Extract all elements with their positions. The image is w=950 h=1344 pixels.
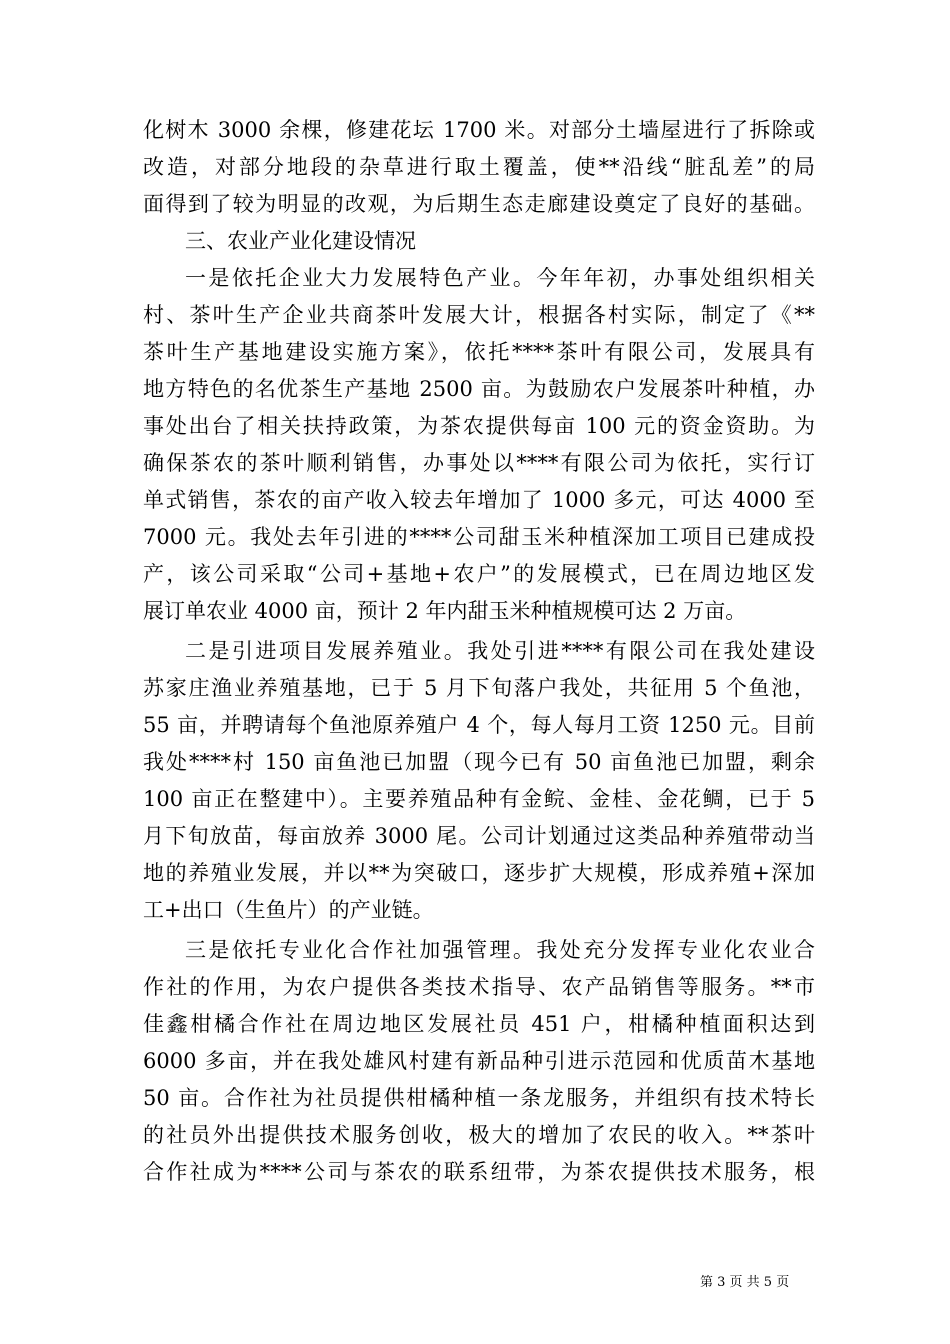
text-line: 二是引进项目发展养殖业。我处引进****有限公司在我处建设 bbox=[185, 639, 815, 663]
text-line: 地方特色的名优茶生产基地 2500 亩。为鼓励农户发展茶叶种植，办 bbox=[143, 377, 815, 401]
text-line: 55 亩，并聘请每个鱼池原养殖户 4 个，每人每月工资 1250 元。目前 bbox=[143, 713, 815, 737]
text-line: 佳鑫柑橘合作社在周边地区发展社员 451 户，柑橘种植面积达到 bbox=[143, 1012, 815, 1036]
text-line: 三是依托专业化合作社加强管理。我处充分发挥专业化农业合 bbox=[185, 938, 815, 962]
section-heading: 三、农业产业化建设情况 bbox=[185, 229, 416, 253]
text-line: 合作社成为****公司与茶农的联系纽带，为茶农提供技术服务，根 bbox=[143, 1160, 815, 1184]
text-line: 7000 元。我处去年引进的****公司甜玉米种植深加工项目已建成投 bbox=[143, 525, 815, 549]
text-line: 50 亩。合作社为社员提供柑橘种植一条龙服务，并组织有技术特长 bbox=[143, 1086, 815, 1110]
document-body bbox=[143, 112, 815, 1191]
text-line: 100 亩正在整建中）。主要养殖品种有金鲩、金桂、金花鲷，已于 5 bbox=[143, 787, 815, 811]
text-line: 月下旬放苗，每亩放养 3000 尾。公司计划通过这类品种养殖带动当 bbox=[143, 824, 815, 848]
text-line: 化树木 3000 余棵，修建花坛 1700 米。对部分土墙屋进行了拆除或 bbox=[143, 118, 815, 142]
text-line: 作社的作用，为农户提供各类技术指导、农产品销售等服务。**市 bbox=[143, 975, 815, 999]
text-line: 面得到了较为明显的改观，为后期生态走廊建设奠定了良好的基础。 bbox=[143, 192, 815, 216]
text-line: 产，该公司采取“公司+基地+农户”的发展模式，已在周边地区发 bbox=[143, 562, 815, 586]
text-line: 的社员外出提供技术服务创收，极大的增加了农民的收入。**茶叶 bbox=[143, 1123, 815, 1147]
page-number: 第 3 页 共 5 页 bbox=[700, 1275, 790, 1290]
text-line: 一是依托企业大力发展特色产业。今年年初，办事处组织相关 bbox=[185, 266, 815, 290]
text-line: 茶叶生产基地建设实施方案》，依托****茶叶有限公司，发展具有 bbox=[143, 340, 815, 364]
text-line: 工+出口（生鱼片）的产业链。 bbox=[143, 898, 434, 922]
text-line: 6000 多亩，并在我处雄风村建有新品种引进示范园和优质苗木基地 bbox=[143, 1049, 815, 1073]
text-line: 苏家庄渔业养殖基地，已于 5 月下旬落户我处，共征用 5 个鱼池， bbox=[143, 676, 815, 700]
text-line: 展订单农业 4000 亩，预计 2 年内甜玉米种植规模可达 2 万亩。 bbox=[143, 599, 747, 623]
text-line: 地的养殖业发展，并以**为突破口，逐步扩大规模，形成养殖+深加 bbox=[143, 861, 815, 885]
text-line: 确保茶农的茶叶顺利销售，办事处以****有限公司为依托，实行订 bbox=[143, 451, 815, 475]
text-line: 我处****村 150 亩鱼池已加盟（现今已有 50 亩鱼池已加盟，剩余 bbox=[143, 750, 815, 774]
text-line: 单式销售，茶农的亩产收入较去年增加了 1000 多元，可达 4000 至 bbox=[143, 488, 815, 512]
text-line: 改造，对部分地段的杂草进行取土覆盖，使**沿线“脏乱差”的局 bbox=[143, 155, 815, 179]
text-line: 村、茶叶生产企业共商茶叶发展大计，根据各村实际，制定了《** bbox=[143, 303, 815, 327]
text-line: 事处出台了相关扶持政策，为茶农提供每亩 100 元的资金资助。为 bbox=[143, 414, 815, 438]
